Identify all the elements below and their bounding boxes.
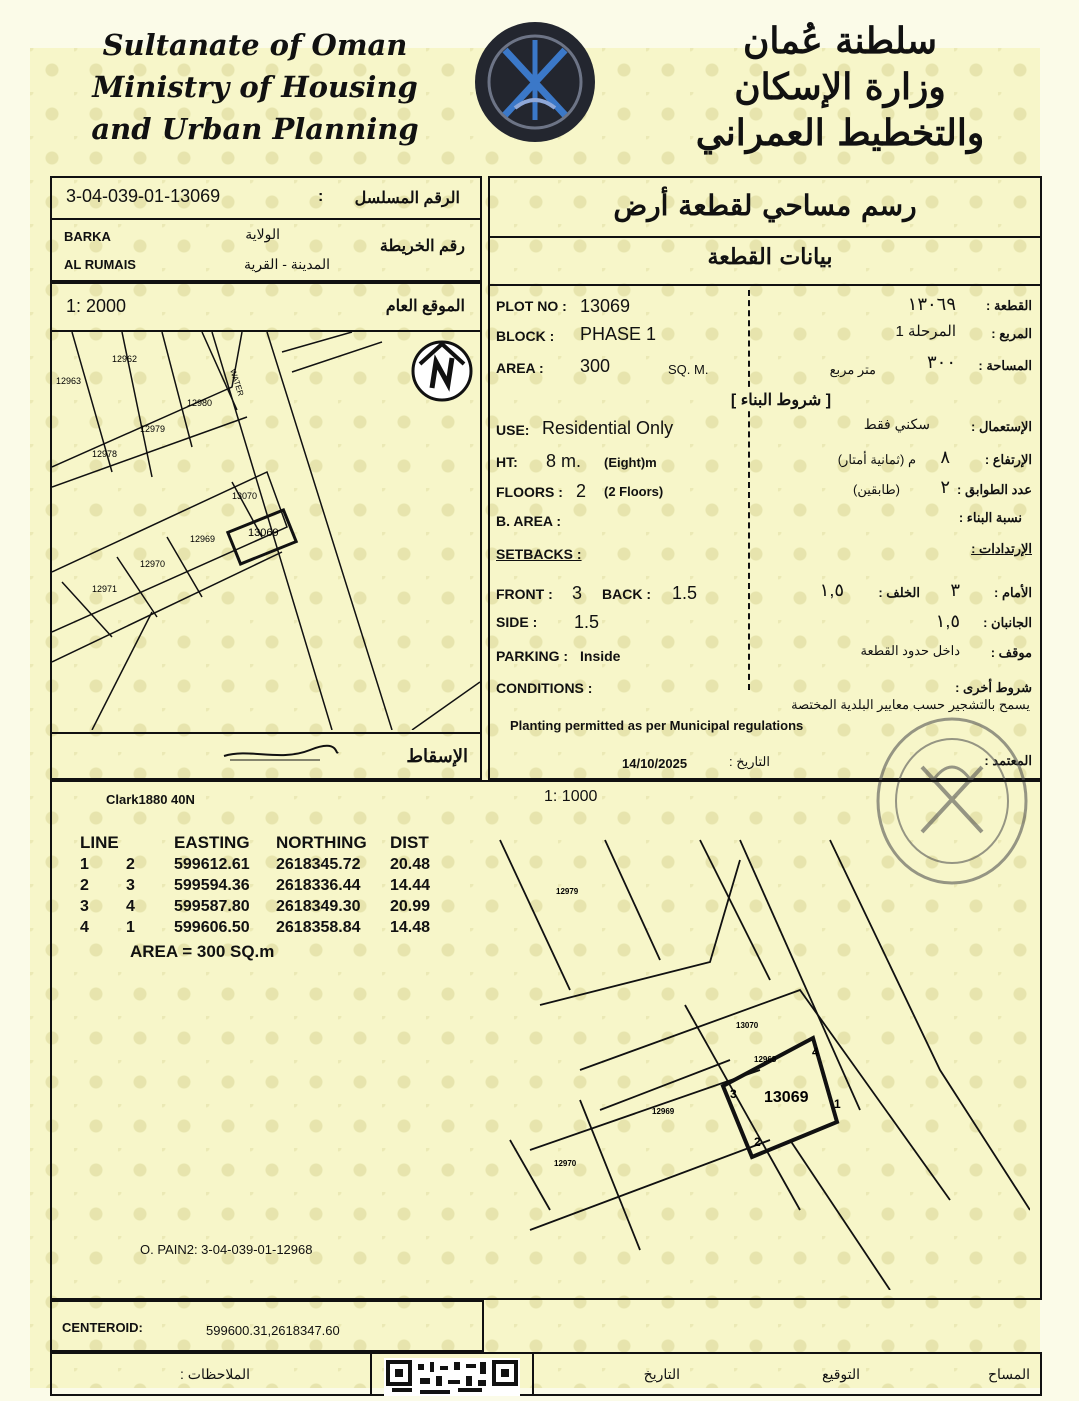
date-label: التاريخ : [729,754,770,769]
coord-to: 3 [126,877,135,894]
survey-scale: 1: 1000 [544,788,598,805]
divider [488,236,1042,238]
serial-value: 3-04-039-01-13069 [66,186,221,206]
survey-plot-label: 12970 [554,1159,577,1168]
date-value: 14/10/2025 [622,756,688,771]
building-conditions-text: شروط البناء [740,392,822,409]
plot-label: 12962 [112,354,138,364]
floors-label: FLOORS : [496,484,563,500]
coord-dist: 20.48 [390,856,431,873]
header-ar-line1: سلطنة عُمان [742,20,937,62]
ar-back-value: ١,٥ [819,580,844,600]
front-label: FRONT : [496,586,553,602]
coord-to: 1 [126,919,135,936]
ministry-emblem-icon [470,20,600,144]
north-arrow-icon [408,336,476,402]
coord-from: 1 [80,856,89,873]
building-conditions-heading: [ شروط البناء ] [706,390,856,410]
location-label: الموقع العام [385,298,465,315]
conditions-label: CONDITIONS : [496,680,593,696]
back-label: BACK : [602,586,651,602]
plot-label: 13070 [232,491,258,501]
coord-easting: 599587.80 [174,898,250,915]
coord-from: 4 [80,919,89,936]
wilayat-label: الولاية [245,226,280,242]
datum-label: Clark1880 40N [106,792,195,807]
plot-label: 12978 [92,449,118,459]
divider [50,218,482,220]
plot-label: 12979 [140,424,166,434]
front-value: 3 [572,583,583,603]
wilayat-value: BARKA [64,229,111,244]
block-value: PHASE 1 [580,324,657,344]
coord-row [80,875,436,896]
projection-scribble-icon [220,742,340,766]
village-value: AL RUMAIS [64,257,136,272]
coord-dist: 14.44 [390,877,431,894]
area-label: AREA : [496,360,544,376]
survey-plot-label: 12979 [556,887,579,896]
ar-side-label: الجانبان : [983,615,1032,630]
area-value: 300 [580,356,611,376]
plot-label: 12970 [140,559,166,569]
corner-label: 1 [834,1097,841,1111]
coord-easting: 599606.50 [174,919,250,936]
ar-conditions-value: يسمح بالتشجير حسب معايير البلدية المختصة [791,697,1030,712]
village-label: المدينة - القرية [243,256,330,272]
setbacks-label: SETBACKS : [496,546,582,562]
panel-subtitle: بيانات القطعة [707,244,833,270]
surveyor-label: المساح [987,1366,1030,1382]
barea-label: B. AREA : [496,513,562,529]
coord-easting: 599594.36 [174,877,250,894]
coordinate-table [80,832,436,938]
ar-back-label: الخلف : [878,585,920,600]
side-label: SIDE : [496,614,538,630]
plot-label: 12963 [56,376,82,386]
centroid-value: 599600.31,2618347.60 [206,1323,340,1338]
serial-colon: : [318,188,324,205]
ar-ht-value: ٨ [940,447,950,467]
coord-header: LINE [80,833,119,852]
divider [488,284,1042,286]
ar-front-label: الأمام : [994,585,1032,600]
corner-label: 2 [754,1135,761,1149]
coord-northing: 2618358.84 [276,919,361,936]
ar-use-label: الإستعمال : [971,419,1032,434]
side-value: 1.5 [574,612,600,632]
coord-row [80,917,436,938]
ar-side-value: ١,٥ [935,611,960,631]
ar-floors-value: ٢ [940,477,950,497]
survey-map [470,810,1030,1290]
road-label: WATER [228,367,246,398]
coord-dist: 14.48 [390,919,431,936]
ar-block-value: المرحلة 1 [895,323,956,340]
floors-value: 2 [576,481,587,501]
coord-dist: 20.99 [390,898,431,915]
plot-label: 12971 [92,584,118,594]
survey-plot-label: 12969 [652,1107,675,1116]
corner-label: 3 [730,1087,737,1101]
coord-header: NORTHING [276,833,367,852]
ar-block-label: المربع : [991,326,1032,341]
area-unit: SQ. M. [668,362,709,377]
map-no-label: رقم الخريطة [379,238,465,255]
floors-words: (2 Floors) [604,484,664,499]
header-ar-line3: والتخطيط العمراني [695,112,985,154]
ar-plot-label: القطعة : [986,298,1032,313]
ar-barea-label: نسبة البناء : [958,510,1022,525]
block-label: BLOCK : [496,328,555,344]
signature-label: التوقيع [822,1366,860,1382]
divider [370,1352,372,1396]
footer-date-label: التاريخ [643,1366,680,1382]
ar-conditions-label: شروط أخرى : [955,680,1032,695]
center-dashed-line [748,290,750,690]
coord-header: DIST [390,833,429,852]
survey-plot-label: 13070 [736,1021,759,1030]
coord-easting: 599612.61 [174,856,250,873]
ar-front-value: ٣ [950,580,960,600]
header-en-line3: and Urban Planning [91,112,419,146]
back-value: 1.5 [672,583,698,603]
ar-plot-value: ١٣٠٦٩ [907,294,956,314]
survey-plot-label: 12968 [754,1055,777,1064]
ar-approver-label: المعتمد : [984,753,1032,768]
ar-floors-label: عدد الطوابق : [957,482,1032,497]
use-label: USE: [496,422,530,438]
coord-from: 2 [80,877,89,894]
header-en-line1: Sultanate of Oman [102,28,408,62]
conditions-value: Planting permitted as per Municipal regulations [510,718,804,733]
corner-label: 4 [812,1045,819,1059]
main-plot-label: 13069 [764,1089,809,1106]
ar-ht-words: م (ثمانية أمتار) [837,452,916,467]
coord-to: 2 [126,856,135,873]
plot-label: 12980 [187,398,213,408]
ht-value: 8 m. [546,451,582,471]
projection-label: الإسقاط [406,746,468,766]
plot-no-value: 13069 [580,296,631,316]
ar-parking-value: داخل حدود القطعة [860,643,960,658]
ar-area-unit: متر مربع [829,362,876,377]
coord-from: 3 [80,898,89,915]
coord-northing: 2618345.72 [276,856,361,873]
plot-label: 13069 [248,527,279,539]
coord-header: EASTING [174,833,250,852]
survey-map-svg [470,810,1030,1290]
ar-use-value: سكني فقط [863,416,930,432]
centroid-label: CENTEROID: [62,1320,143,1335]
parking-label: PARKING : [496,648,569,664]
ar-area-value: ٣٠٠ [926,352,956,372]
ar-parking-label: موقف : [990,645,1032,660]
coord-row [80,854,436,875]
o-pain-label: O. PAIN2: 3-04-039-01-12968 [140,1242,313,1257]
qr-code-icon [384,1358,520,1396]
location-scale: 1: 2000 [66,296,127,316]
panel-title: رسم مساحي لقطعة أرض [613,189,917,222]
coord-to: 4 [126,898,135,915]
serial-label: الرقم المسلسل [354,190,460,207]
divider [532,1352,534,1396]
divider [50,732,482,734]
header-en-line2: Ministry of Housing [92,70,418,104]
ar-area-label: المساحة : [978,358,1032,373]
area-summary: AREA = 300 SQ.m [130,942,275,961]
ht-words: (Eight)m [604,455,657,470]
header-arabic [690,18,990,156]
plot-no-label: PLOT NO : [496,298,567,314]
coord-row [80,896,436,917]
parking-value: Inside [580,648,621,664]
header-english [90,24,420,150]
coord-northing: 2618336.44 [276,877,361,894]
ar-floors-words: (طابقين) [853,482,900,497]
notes-label: الملاحظات : [180,1366,250,1382]
header-ar-line2: وزارة الإسكان [734,66,946,108]
ht-label: HT: [496,454,518,470]
ar-setbacks-label: الإرتدادات : [971,541,1032,556]
coord-northing: 2618349.30 [276,898,361,915]
use-value: Residential Only [542,418,674,438]
ar-ht-label: الإرتفاع : [984,452,1032,467]
plot-label: 12969 [190,534,216,544]
